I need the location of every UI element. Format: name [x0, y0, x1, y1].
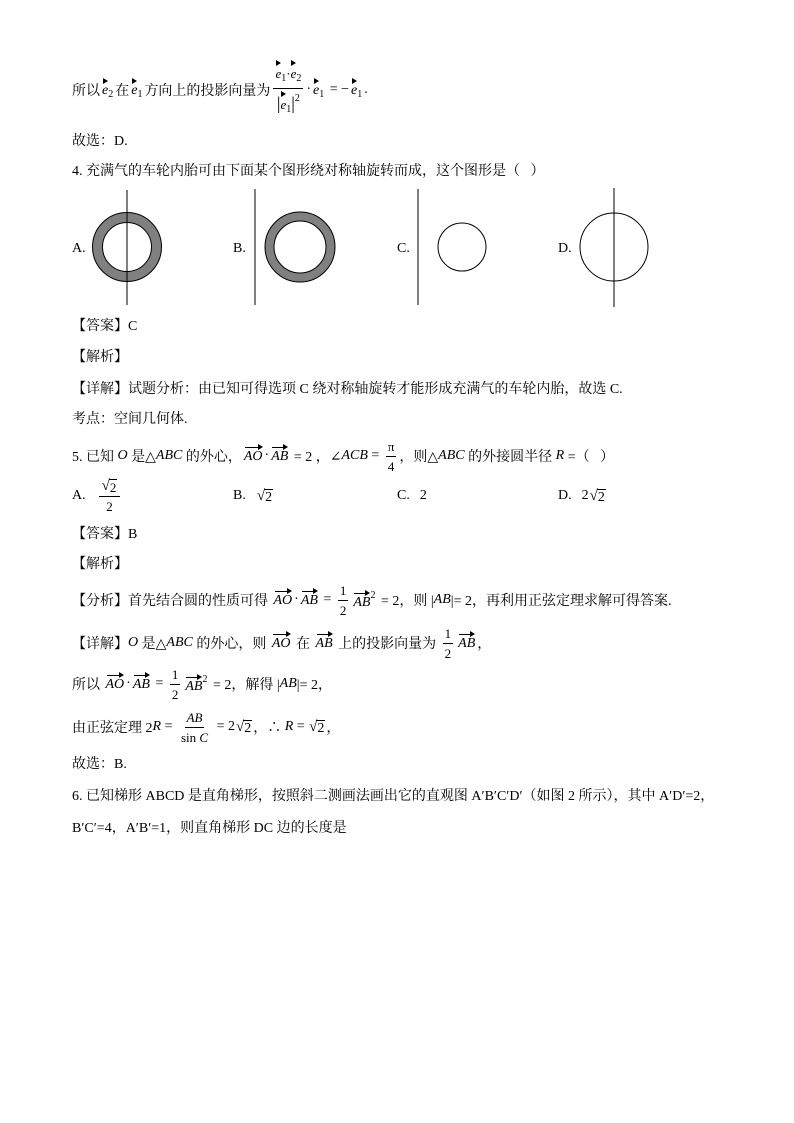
num-vector-e1: e [275, 63, 281, 82]
radicand: 2 [265, 489, 273, 505]
q5-number: 5. 已知 [72, 450, 118, 465]
q5-suoyi-line [72, 664, 332, 704]
q4-answer: 【答案】C [72, 319, 138, 334]
vector-ab-text: AB [271, 449, 289, 464]
text-projection: 方向上的投影向量为 [144, 84, 271, 99]
vector-e2-base: e [102, 82, 109, 98]
factor-e1-subscript: 1 [319, 88, 325, 100]
radical-sign: √ [101, 478, 110, 494]
text-comma: ， [326, 721, 341, 736]
radical-sign: √ [235, 718, 245, 735]
text-therefore: ，∴ [253, 721, 285, 736]
q4-topic-line [72, 406, 188, 430]
q5-answer: 【答案】B [72, 527, 138, 542]
half-fraction [338, 582, 349, 619]
text-equals-minus: = − [326, 82, 350, 97]
option-d-label: D. [558, 241, 572, 256]
text-circumradius: 的外接圆半径 [464, 450, 556, 465]
option-d-figure [558, 188, 648, 307]
vector-ao [274, 591, 293, 609]
fraction-denominator [179, 728, 210, 746]
vector-ao [244, 447, 263, 465]
vector-ab-squared [353, 590, 375, 611]
fraction-denominator [275, 89, 302, 118]
half-fraction [443, 625, 454, 662]
text-on: 在 [115, 84, 130, 99]
radical-sign: √ [256, 487, 266, 504]
q5-xiangjie-line [72, 623, 491, 663]
vector-ab-text: AB [300, 593, 318, 608]
text-projection: 上的投影向量为 [334, 637, 440, 652]
vector-e1-subscript: 1 [137, 88, 143, 100]
sine-law-fraction [179, 709, 210, 746]
option-label: D. [558, 488, 572, 503]
den-square: 2 [294, 92, 300, 104]
fraction-denominator: 2 [444, 645, 452, 661]
triangle-abc: ABC [155, 448, 183, 463]
q5-option-a [72, 474, 123, 518]
triangle-abc-2: ABC [438, 448, 465, 463]
text-then-triangle: ，则△ [399, 450, 439, 465]
option-b-ring-hole [274, 221, 326, 273]
text-circumcenter-then: 的外心，则 [192, 637, 270, 652]
factor-e1-base: e [313, 82, 320, 98]
den-vector-e1: e [281, 94, 287, 113]
q6-stem-line-1 [72, 783, 714, 807]
fraction-numerator [99, 477, 121, 497]
q5-analysis-heading-line [72, 551, 128, 575]
result-e1-base: e [351, 82, 358, 98]
q5-stem-line [72, 436, 614, 476]
fraction-numerator: 1 [170, 666, 181, 685]
q4-detail-line [72, 376, 623, 400]
sine-law-head: 由正弦定理 2 [72, 721, 153, 736]
fraction-numerator: 1 [338, 582, 349, 601]
option-c-label: C. [397, 241, 410, 256]
radicand: 2 [109, 480, 117, 495]
vector-ab-text: AB [458, 636, 476, 651]
triangle-abc: ABC [166, 635, 193, 650]
radicand: 2 [244, 720, 252, 736]
text-is-triangle: 是△ [138, 637, 167, 652]
num-vector-e1-subscript: 1 [281, 72, 287, 84]
fraction-numerator [273, 63, 303, 89]
vector-ao [106, 675, 125, 693]
fraction-numerator: AB [185, 709, 205, 728]
vector-ao [272, 634, 291, 652]
vector-ab-text: AB [315, 636, 333, 651]
pi-over-four-fraction [386, 438, 397, 475]
option-c-figure [397, 189, 486, 305]
text-equals-two-angle: = 2 ，∠ [290, 450, 342, 465]
square: 2 [202, 673, 208, 685]
radical-sign: √ [309, 718, 318, 735]
q5-option-b [233, 474, 274, 518]
angle-acb: ACB [341, 448, 368, 463]
text-dot: · [294, 592, 299, 607]
fraction-denominator: 2 [339, 602, 347, 618]
result-e1-subscript: 1 [357, 88, 363, 100]
q5-fenxi-line [72, 580, 671, 620]
radius-r: R [152, 719, 162, 734]
q6-stem-line-2 [72, 815, 347, 839]
text-equals-two-solve: = 2，解得 | [209, 678, 280, 693]
text-equals: = [367, 448, 383, 463]
q6-stem-2: B′C′=4，A′B′=1，则直角梯形 DC 边的长度是 [72, 821, 347, 836]
vector-ab [316, 634, 333, 652]
option-a-fraction [99, 477, 121, 515]
radius-r-result: R [284, 719, 294, 734]
text-equals-two-then: = 2，则 | [377, 594, 434, 609]
q3-projection-line [72, 60, 368, 120]
vector-e2-subscript: 2 [108, 88, 114, 100]
text-multiply-dot: · [306, 82, 312, 97]
option-label: B. [233, 488, 246, 503]
text-comma: ， [477, 637, 492, 652]
text-equals: = [319, 592, 335, 607]
text-equals-two: = 2 [213, 719, 235, 734]
abs-bar-left: | [276, 92, 281, 113]
angle-c: C [199, 729, 209, 745]
option-label: C. [397, 488, 410, 503]
vector-ao-text: AO [271, 636, 291, 651]
text-is-triangle: 是△ [127, 450, 156, 465]
q3-choice: 故选：D. [72, 134, 128, 149]
q4-analysis-heading-line [72, 344, 128, 368]
fraction-numerator: 1 [443, 625, 454, 644]
option-label: A. [72, 488, 86, 503]
text-period: . [364, 82, 368, 97]
vector-e1-result [351, 81, 362, 100]
option-b-label: B. [233, 241, 246, 256]
q6-stem-1: 6. 已知梯形 ABCD 是直角梯形，按照斜二测画法画出它的直观图 A′B′C′D′（如图 2 所示），其中 A′D′=2， [72, 789, 715, 804]
text-equals-result: = [293, 719, 309, 734]
segment-ab: AB [433, 592, 451, 607]
point-o: O [128, 635, 139, 650]
q5-choice-line [72, 751, 127, 775]
vector-ao-text: AO [105, 677, 125, 692]
sqrt [590, 488, 606, 505]
q5-analysis-heading: 【解析】 [72, 557, 128, 572]
sqrt-result [309, 719, 325, 736]
q3-choice-line [72, 128, 128, 152]
xiangjie-head: 【详解】 [72, 637, 128, 652]
vector-ab-squared [185, 674, 207, 695]
abs-bar-right: | [291, 92, 295, 113]
text-so: 所以 [72, 84, 100, 99]
q5-option-d [558, 474, 607, 518]
segment-ab: AB [279, 676, 297, 691]
text-dot: · [126, 676, 131, 691]
sqrt [257, 488, 273, 505]
fraction-numerator: π [386, 438, 397, 457]
fraction-denominator: 4 [387, 458, 395, 474]
projection-fraction [273, 63, 303, 118]
q4-stem-line [72, 158, 545, 182]
q4-answer-line [72, 313, 137, 337]
suoyi-tail: |= 2， [296, 678, 332, 693]
q4-topic: 考点：空间几何体. [72, 412, 188, 427]
sin-function: sin [180, 729, 200, 745]
text-equals: = [151, 676, 167, 691]
num-vector-e2-subscript: 2 [296, 72, 302, 84]
q4-stem: 4. 充满气的车轮内胎可由下面某个图形绕对称轴旋转而成，这个图形是（ ） [72, 164, 545, 179]
vector-ab [301, 591, 318, 609]
q4-option-figures [0, 180, 794, 315]
q4-analysis-heading: 【解析】 [72, 350, 128, 365]
suoyi-head: 所以 [72, 678, 104, 693]
sqrt [102, 478, 118, 495]
den-vector-e1-subscript: 1 [286, 103, 292, 115]
radicand: 2 [317, 720, 325, 736]
option-coefficient: 2 [581, 488, 589, 503]
option-c-circle [438, 223, 486, 271]
vector-e2 [102, 81, 113, 100]
fenxi-tail: |= 2，再利用正弦定理求解可得答案. [450, 594, 672, 609]
half-fraction [170, 666, 181, 703]
q5-options [0, 474, 794, 518]
num-vector-e2: e [291, 63, 297, 82]
q5-answer-line [72, 521, 137, 545]
vector-e1-factor [313, 81, 324, 100]
point-o: O [117, 448, 128, 463]
q5-sine-law-line [72, 705, 340, 749]
vector-ab [133, 675, 150, 693]
vector-e1 [131, 81, 142, 100]
option-a-label: A. [72, 241, 86, 256]
square: 2 [370, 589, 376, 601]
text-equals: = [161, 719, 176, 734]
vector-ab-result [458, 634, 475, 652]
num-dot: · [286, 65, 291, 81]
option-value: 2 [419, 488, 427, 503]
radicand: 2 [597, 489, 605, 505]
q5-choice: 故选：B. [72, 757, 127, 772]
option-a-figure [72, 190, 162, 305]
option-b-figure [233, 189, 335, 305]
fraction-denominator: 2 [106, 499, 113, 514]
vector-ab-text: AB [132, 677, 150, 692]
fraction-denominator: 2 [171, 686, 179, 702]
vector-ab [271, 447, 288, 465]
text-dot: · [264, 448, 270, 463]
vector-e1-base: e [131, 82, 138, 98]
text-circumcenter: 的外心， [182, 450, 242, 465]
text-on: 在 [292, 637, 314, 652]
sqrt [236, 719, 252, 736]
vector-ao-text: AO [273, 593, 293, 608]
vector-ab-text: AB [185, 678, 203, 694]
q4-detail: 【详解】试题分析：由已知可得选项 C 绕对称轴旋转才能形成充满气的车轮内胎，故选 C. [72, 382, 623, 397]
radical-sign: √ [589, 487, 598, 504]
q5-option-c [397, 474, 427, 518]
answer-blank: =（ ） [564, 450, 615, 465]
vector-ao-text: AO [243, 449, 263, 464]
vector-ab-text: AB [353, 594, 371, 610]
radius-r: R [555, 448, 565, 463]
fenxi-head: 【分析】首先结合圆的性质可得 [72, 594, 272, 609]
